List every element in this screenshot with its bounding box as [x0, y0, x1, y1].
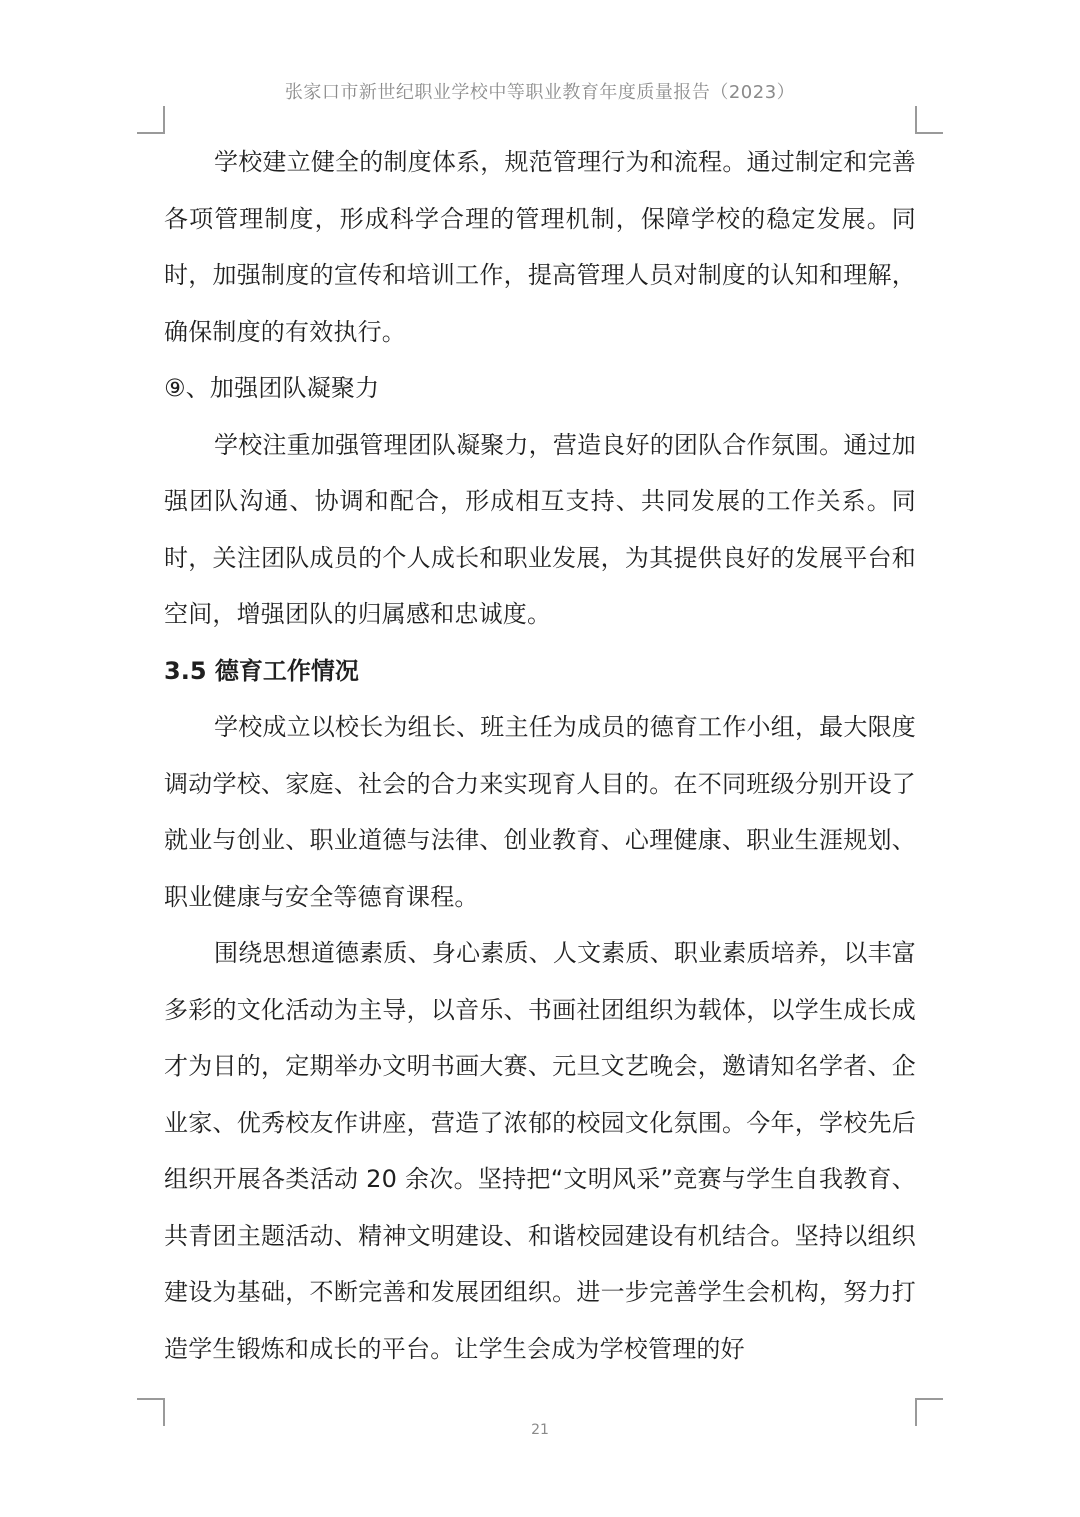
paragraph-moral-education-group: 学校成立以校长为组长、班主任为成员的德育工作小组，最大限度调动学校、家庭、社会的合力来实现育人目的。在不同班级分别开设了就业与创业、职业道德与法律、创业教育、心理健康、职业生涯规划、职业健康与安全等德育课程。	[164, 713, 916, 911]
paragraph-cultural-activities: 围绕思想道德素质、身心素质、人文素质、职业素质培养，以丰富多彩的文化活动为主导，以音乐、书画社团组织为载体，以学生成长成才为目的，定期举办文明书画大赛、元旦文艺晚会，邀请知名学者、企业家、优秀校友作讲座，营造了浓郁的校园文化氛围。今年，学校先后组织开展各类活动 20 余次。坚持把“文明风采”竞赛与学生自我教育、共青团主题活动、精神文明建设、和谐校园建设有机结合。坚持以组织建设为基础，不断完善和发展团组织。进一步完善学生会机构，努力打造学生锻炼和成长的平台。让学生会成为学校管理的好	[164, 939, 916, 1363]
crop-mark-top-right	[915, 106, 943, 134]
crop-mark-top-left	[137, 106, 165, 134]
page-number: 21	[531, 1422, 549, 1438]
paragraph-team-cohesion: 学校注重加强管理团队凝聚力，营造良好的团队合作氛围。通过加强团队沟通、协调和配合，形成相互支持、共同发展的工作关系。同时，关注团队成员的个人成长和职业发展，为其提供良好的发展平台和空间，增强团队的归属感和忠诚度。	[164, 430, 916, 628]
paragraph-management-system: 学校建立健全的制度体系，规范管理行为和流程。通过制定和完善各项管理制度，形成科学合理的管理机制，保障学校的稳定发展。同时，加强制度的宣传和培训工作，提高管理人员对制度的认知和理解，确保制度的有效执行。	[164, 148, 916, 346]
item-heading-team-cohesion: ⑨、加强团队凝聚力	[164, 374, 380, 402]
document-body	[164, 134, 916, 1377]
section-heading-moral-education: 3.5 德育工作情况	[164, 656, 359, 685]
page-header-title: 张家口市新世纪职业学校中等职业教育年度质量报告（2023）	[284, 82, 796, 103]
